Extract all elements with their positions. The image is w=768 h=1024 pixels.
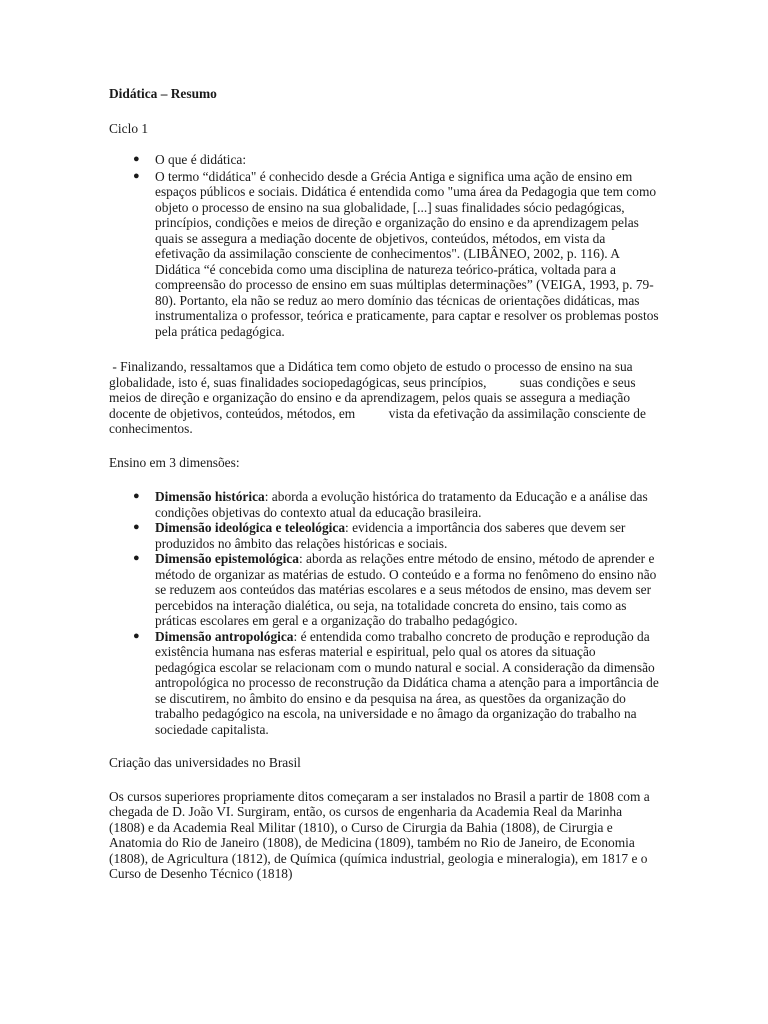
list-item	[133, 168, 659, 340]
document-title: Didática – Resumo	[109, 86, 217, 101]
finalizing-paragraph: - Finalizando, ressaltamos que a Didática tem como objeto de estudo o processo de ensino na sua globalidade, isto é, suas finalidades sociopedagógicas, seus princípios, suas condições e seus meios de direção e organização do ensino e da aprendizagem, pelos quais se assegura a mediação docente de objetivos, conteúdos, métodos, em vista da efetivação da assimilação consciente de conhecimentos.	[109, 359, 650, 436]
dimension-text: : evidencia a importância dos saberes que devem ser produzidos no âmbito das relações históricas e sociais.	[155, 520, 626, 551]
dimension-label: Dimensão antropológica	[155, 628, 294, 644]
list-item	[133, 489, 659, 520]
list-item	[133, 551, 659, 629]
list-item-text: O termo “didática" é conhecido desde a Grécia Antiga e significa uma ação de ensino em espaços públicos e sociais. Didática é entendida como "uma área da Pedagogia que tem como objeto o processo de ensino na sua globalidade, [...] suas finalidades sócio pedagógicas, princípios, condições e meios de direção e organização do ensino e da aprendizagem pelas quais se assegura a mediação docente de objetivos, conteúdos, métodos, em vista da efetivação da assimilação consciente de conhecimentos". (LIBÂNEO, 2002, p. 116). A Didática “é concebida como uma disciplina de natureza teórico-prática, voltada para a compreensão do processo de ensino em suas múltiplas determinações” (VEIGA, 1993, p. 79-80). Portanto, ela não se reduz ao mero domínio das técnicas de orientações didáticas, mas instrumentaliza o professor, teórica e praticamente, para captar e resolver os problemas postos pela prática pedagógica.	[155, 168, 659, 339]
bullet-icon: ●	[133, 169, 140, 182]
dimension-text: : aborda a evolução histórica do tratamento da Educação e a análise das condições objetivas do contexto atual da educação brasileira.	[155, 489, 648, 520]
bullet-icon: ●	[133, 521, 140, 533]
dimension-label: Dimensão histórica	[155, 489, 265, 504]
list-item	[133, 628, 659, 738]
dimension-text: : aborda as relações entre método de ensino, método de aprender e método de organizar as matérias de estudo. O conteúdo e a forma no fenômeno do ensino não se reduzem aos conteúdos das matérias escolares e a seus métodos de ensino, mas devem ser percebidos na interação dialética, ou seja, na totalidade concreta do ensino, tais como as práticas escolares em geral e a organização do trabalho pedagógico.	[155, 551, 657, 628]
bullet-icon: ●	[133, 552, 140, 564]
list-item-text: O que é didática:	[155, 152, 247, 167]
list-item	[133, 520, 659, 551]
list-item	[133, 152, 659, 168]
intro-bullet-list	[109, 152, 659, 339]
dimension-label: Dimensão ideológica e teleológica	[155, 520, 346, 535]
bullet-icon: ●	[133, 153, 140, 165]
dimensions-bullet-list	[109, 489, 659, 737]
dimension-label: Dimensão epistemológica	[155, 551, 299, 566]
universities-heading: Criação das universidades no Brasil	[109, 755, 301, 770]
dimensions-heading: Ensino em 3 dimensões:	[109, 454, 240, 470]
document-page	[109, 86, 659, 882]
bullet-icon: ●	[133, 490, 140, 502]
universities-paragraph: Os cursos superiores propriamente ditos começaram a ser instalados no Brasil a partir de 1808 com a chegada de D. João VI. Surgiram, então, os cursos de engenharia da Academia Real da Marinha (1808) e da Academia Real Militar (1810), o Curso de Cirurgia da Bahia (1808), de Cirurgia e Anatomia do Rio de Janeiro (1808), de Medicina (1809), também no Rio de Janeiro, de Economia (1808), de Agricultura (1812), de Química (química industrial, geologia e mineralogia), em 1817 e o Curso de Desenho Técnico (1818)	[109, 788, 650, 881]
cycle-heading: Ciclo 1	[109, 120, 149, 136]
bullet-icon: ●	[133, 629, 140, 642]
dimension-text: : é entendida como trabalho concreto de produção e reprodução da existência humana nas esferas material e espiritual, pelo qual os atores da situação pedagógica escolar se relacionam com o mundo natural e social. A consideração da dimensão antropológica no processo de reconstrução da Didática chama a atenção para a importância de se discutirem, no âmbito do ensino e da pesquisa na área, as questões da organização do trabalho pedagógico na escola, na universidade e no âmago da organização do trabalho na sociedade capitalista.	[155, 628, 659, 737]
